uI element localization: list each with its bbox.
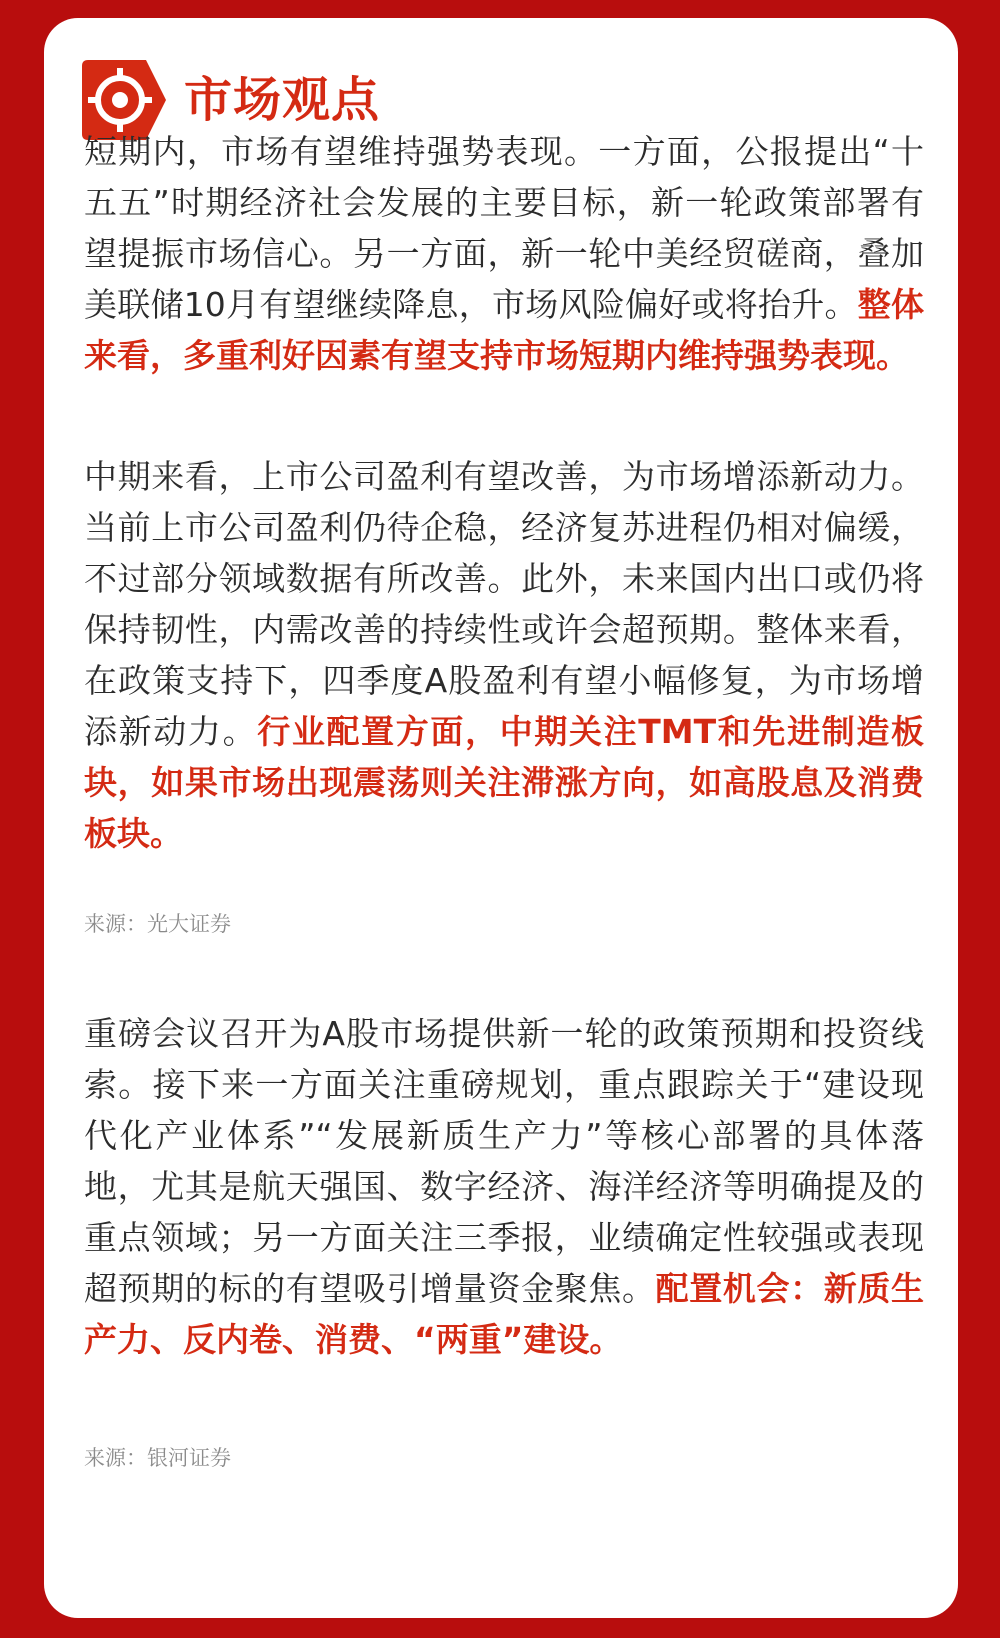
paragraph-mid-term	[84, 451, 924, 859]
paragraph-text: 重磅会议召开为A股市场提供新一轮的政策预期和投资线索。接下来一方面关注重磅规划，重点跟踪关于“建设现代化产业体系”“发展新质生产力”等核心部署的具体落地，尤其是航天强国、数字经济、海洋经济等明确提及的重点领域；另一方面关注三季报，业绩确定性较强或表现超预期的标的有望吸引增量资金聚焦。	[84, 1014, 924, 1308]
paragraph-highlight: 行业配置方面，中期关注TMT和先进制造板块，如果市场出现震荡则关注滞涨方向，如高股息及消费板块。	[84, 712, 925, 853]
paragraph-highlight: 整体来看，多重利好因素有望支持市场短期内维持强势表现。	[84, 285, 924, 375]
paragraph-meeting	[84, 1008, 924, 1365]
paragraph-highlight: 配置机会：新质生产力、反内卷、消费、“两重”建设。	[84, 1269, 924, 1359]
source-label: 来源：银河证券	[84, 1446, 231, 1470]
paragraph-text: 中期来看，上市公司盈利有望改善，为市场增添新动力。当前上市公司盈利仍待企稳，经济复苏进程仍相对偏缓，不过部分领域数据有所改善。此外，未来国内出口或仍将保持韧性，内需改善的持续性或许会超预期。整体来看，在政策支持下，四季度A股盈利有望小幅修复，为市场增添新动力。	[84, 457, 924, 751]
content-card	[44, 18, 958, 1618]
page-title: 市场观点	[184, 72, 381, 128]
source-label: 来源：光大证券	[84, 912, 231, 936]
paragraph-short-term	[84, 126, 924, 381]
paragraph-text: 短期内，市场有望维持强势表现。一方面，公报提出“十五五”时期经济社会发展的主要目标，新一轮政策部署有望提振市场信心。另一方面，新一轮中美经贸磋商，叠加美联储10月有望继续降息，市场风险偏好或将抬升。	[84, 132, 924, 324]
